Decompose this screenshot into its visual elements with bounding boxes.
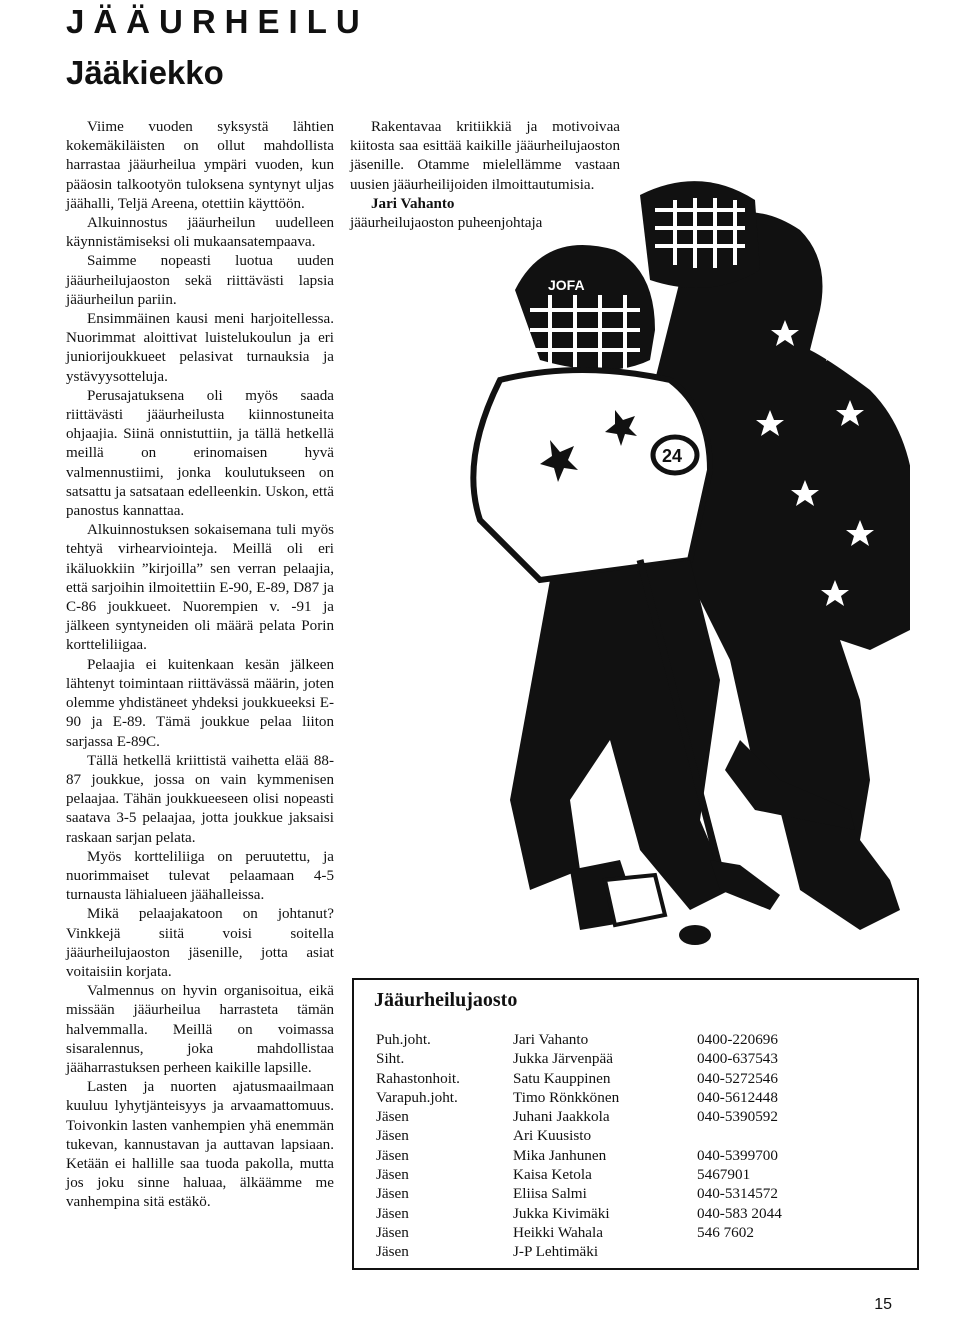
- table-row: [376, 1184, 906, 1203]
- member-name: Jukka Järvenpää: [513, 1050, 613, 1068]
- member-name: Ari Kuusisto: [513, 1127, 592, 1145]
- helmet-brand-label: JOFA: [548, 277, 585, 293]
- member-name: J-P Lehtimäki: [513, 1243, 599, 1261]
- table-row: [376, 1146, 906, 1165]
- table-row: [376, 1088, 906, 1107]
- table-row: [376, 1107, 906, 1126]
- member-role: Siht.: [376, 1050, 405, 1068]
- signature-title: jääurheilujaoston puheenjohtaja: [350, 215, 543, 232]
- member-phone: [697, 1126, 906, 1145]
- closing-paragraph: Rakentavaa kritiikkiä ja motivoivaa kiitosta saa esittää kaikille jääurheilujaoston jäsenille. Otamme mielellämme vastaan uusien jääurheilijoiden ilmoittautumisia.: [350, 119, 620, 193]
- member-role: Puh.joht.: [376, 1031, 431, 1048]
- table-row: [376, 1223, 906, 1242]
- page-number: 15: [874, 1296, 892, 1313]
- member-name: Jari Vahanto: [513, 1031, 589, 1048]
- member-phone: 040-5612448: [697, 1088, 778, 1106]
- member-name: Jukka Kivimäki: [513, 1204, 610, 1222]
- table-row: [376, 1069, 906, 1088]
- article-paragraph: Alkuinnostuksen sokaisemana tuli myös tehtyä virhearviointeja. Meillä oli eri ikäluokkiin ”kirjoilla” sen verran pelaajia, että sarjoihin ilmoitettiin E-90, E-89, D87 ja C-86 joukkueet. Nuorempien v. -91 ja jälkeen syntyneiden oli määrä pelata Porin kortteliliigaa.: [66, 522, 334, 654]
- member-phone: 040-5399700: [697, 1146, 778, 1164]
- signature-name: Jari Vahanto: [371, 195, 455, 212]
- member-name: Juhani Jaakkola: [513, 1108, 610, 1126]
- member-role: Jäsen: [376, 1204, 409, 1222]
- member-phone: 0400-637543: [697, 1050, 778, 1068]
- member-role: Jäsen: [376, 1127, 409, 1145]
- article-body: [66, 118, 334, 1213]
- member-name: Kaisa Ketola: [513, 1166, 592, 1184]
- member-role: Rahastonhoit.: [376, 1069, 460, 1087]
- member-role: Jäsen: [376, 1185, 409, 1203]
- member-name: Satu Kauppinen: [513, 1069, 611, 1087]
- article-paragraph: Viime vuoden syksystä lähtien kokemäkiläisten on ollut mahdollista harrastaa jääurheilua ympäri vuoden, kun pääosin talkootyön tuloksena syntynyt uljas jäähalli, Teljä Areena, otettiin käyttöön.: [66, 119, 334, 212]
- article-paragraph: Lasten ja nuorten ajatusmaailmaan kuuluu lyhytjänteisyys ja arvaamattomuus. Toivonkin lasten vanhempien yhä enemmän tukevan, kannustavan ja auttavan lapsiaan. Ketään ei hallille saa tuoda pakolla, mutta jos joku sinne haluaa, älkäämme me vanhempina sitä estäkö.: [66, 1079, 334, 1211]
- member-phone: 040-583 2044: [697, 1204, 782, 1222]
- member-name: Timo Rönkkönen: [513, 1088, 620, 1106]
- member-phone: [697, 1242, 906, 1261]
- member-phone: 040-5314572: [697, 1185, 778, 1203]
- article-paragraph: Tällä hetkellä kriittistä vaihetta elää 88-87 joukkue, jossa on vain kymmenisen pelaajaa. Tähän joukkueeseen olisi nopeasti saatava 3-5 pelaajaa, jotta joukkue jaksaisi raskaan sarjan pelata.: [66, 752, 334, 846]
- table-row: [376, 1242, 906, 1261]
- table-row: [376, 1030, 906, 1049]
- table-row: [376, 1165, 906, 1184]
- hockey-players-illustration-icon: [440, 180, 910, 970]
- member-role: Jäsen: [376, 1243, 409, 1261]
- member-role: Varapuh.joht.: [376, 1088, 458, 1106]
- article-paragraph: Myös kortteliliiga on peruutettu, ja nuorimmaiset tulevat pelaamaan 4-5 turnausta lähialueen jäähalleissa.: [66, 848, 334, 904]
- member-name: Heikki Wahala: [513, 1223, 604, 1241]
- article-paragraph: Mikä pelaajakatoon on johtanut? Vinkkejä siitä voisi soitella jääurheilujaoston jäsenille, jotta asiat voitaisiin korjata.: [66, 906, 334, 980]
- table-row: [376, 1049, 906, 1068]
- section-header: JÄÄURHEILU: [66, 3, 369, 40]
- article-paragraph: Alkuinnostus jääurheilun uudelleen käynnistämiseksi oli mukaansatempaava.: [66, 215, 334, 251]
- member-name: Eliisa Salmi: [513, 1185, 587, 1203]
- jersey-number-label: 24: [662, 446, 683, 466]
- member-role: Jäsen: [376, 1166, 409, 1184]
- page-title: Jääkiekko: [66, 54, 224, 91]
- table-row: [376, 1126, 906, 1145]
- member-role: Jäsen: [376, 1146, 409, 1164]
- member-role: Jäsen: [376, 1108, 409, 1126]
- committee-title: Jääurheilujaosto: [374, 989, 518, 1011]
- article-paragraph: Perusajatuksena oli myös saada riittävästi jääurheilusta kiinnostuneita ohjaajia. Siinä onnistuttiin, ja tällä hetkellä meillä on erinomaisen hyvä valmennustiimi, jonka koulutukseen on satsattu ja satsataan edelleenkin. Uskon, että panostus kannattaa.: [66, 387, 334, 520]
- article-paragraph: Valmennus on hyvin organisoitua, eikä missään jääurheilua harrasteta tämän halvemmalla. Meillä on voimassa sisaralennus, joka mahdollistaa jääharrastuksen perheen kaikille lapsille.: [66, 983, 334, 1076]
- member-phone: 0400-220696: [697, 1031, 778, 1048]
- member-role: Jäsen: [376, 1223, 409, 1241]
- member-phone: 040-5390592: [697, 1108, 778, 1126]
- article-paragraph: Saimme nopeasti luotua uuden jääurheilujaoston sekä riittävästi lapsia jääurheilun pariin.: [66, 253, 334, 308]
- table-row: [376, 1204, 906, 1223]
- article-paragraph: Ensimmäinen kausi meni harjoitellessa. Nuorimmat aloittivat luistelukoulun ja eri juniorijoukkueet pelasivat turnauksia ja ystävyysotteluja.: [66, 311, 334, 385]
- member-name: Mika Janhunen: [513, 1146, 607, 1164]
- article-paragraph: Pelaajia ei kuitenkaan kesän jälkeen lähtenyt toimintaan riittävässä määrin, joten olemme yhdistäneet yhdeksi joukkueeksi E-90 ja E-89. Tämä joukkue pelaa liiton sarjassa E-89C.: [66, 656, 334, 750]
- member-phone: 040-5272546: [697, 1069, 778, 1087]
- committee-table: [376, 1030, 906, 1262]
- member-phone: 546 7602: [697, 1223, 754, 1241]
- member-phone: 5467901: [697, 1166, 751, 1184]
- committee-box: [352, 978, 919, 1270]
